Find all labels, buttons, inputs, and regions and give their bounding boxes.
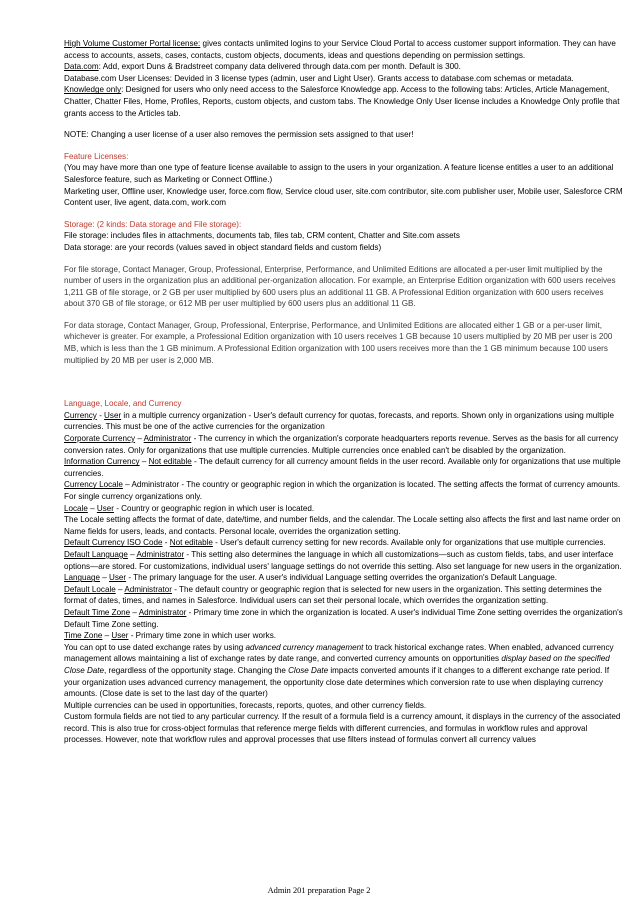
- locale-label: Locale: [64, 503, 88, 513]
- default-language-paragraph: [64, 549, 624, 572]
- locale-text: - Country or geographic region in which user is located.: [113, 503, 315, 513]
- file-storage-paragraph: For file storage, Contact Manager, Group, Professional, Enterprise, Performance, and Unlimited Editions are allocated a per-user limit multiplied by the number of users in the organization plus an additional per-organization allocation. For example, an Enterprise Edition organization with 600 users receives 1,211 GB of file storage, or 2 GB per user multiplied by 600 users plus an additional 11 GB. A Professional Edition organization with 600 users receives about 370 GB of file storage, or 612 MB per user multiplied by 600 users plus an additional 11 GB.: [64, 264, 616, 309]
- file-storage-line: File storage: includes files in attachments, documents tab, files tab, CRM content, Chatter and Site.com assets: [64, 231, 460, 241]
- currency-locale-paragraph: [64, 479, 624, 502]
- currency-label: Currency: [64, 410, 97, 420]
- feature-licenses-list: Marketing user, Offline user, Knowledge user, force.com flow, Service cloud user, site.com contributor, site.com publisher user, Mobile user, Salesforce CRM Content user, live agent, data.com, work.com: [64, 186, 623, 208]
- knowledge-only-text: : Designed for users who only need access to the Salesforce Knowledge app. Access to the following tabs: Articles, Article Management, Chatter, Chatter Files, Home, Profiles, Reports, custom objects, and custom tabs. The Knowledge Only User license includes a Knowledge Only profile that grants access to the Articles tab.: [64, 85, 620, 118]
- dash: –: [130, 607, 139, 617]
- acm-text-2: to track historical exchange rates. When enabled, advanced currency management allows maintaining a list of exchange rates by date range, and converted currency amounts on opportunities: [64, 642, 614, 664]
- dash: -: [162, 538, 170, 548]
- multiple-currencies-paragraph: Multiple currencies can be used in opportunities, forecasts, reports, quotes, and other currency fields.: [64, 700, 427, 710]
- user-label: User: [96, 503, 114, 513]
- default-locale-paragraph: [64, 584, 624, 607]
- language-text: - The primary language for the user. A user's individual Language setting overrides the organization's Default Language.: [126, 573, 557, 583]
- language-label: Language: [64, 573, 101, 583]
- user-label: User: [111, 631, 129, 641]
- default-currency-iso-label: Default Currency ISO Code: [64, 538, 163, 548]
- dash: -: [96, 410, 105, 420]
- time-zone-label: Time Zone: [64, 631, 103, 641]
- information-currency-text: - The default currency for all currency amount fields in the user record. Available only for organizations that use multiple currencies.: [64, 457, 621, 478]
- storage-heading: Storage: (2 kinds: Data storage and File storage):: [64, 219, 242, 229]
- advanced-currency-paragraph: [64, 642, 624, 700]
- default-locale-text: - The default country or geographic region that is selected for new users in the organization. This setting determines the format of dates, times, and names in Salesforce. Individual users can set their personal locale, which overrides the organization setting.: [64, 584, 602, 606]
- hv-license-paragraph: [64, 38, 624, 61]
- corporate-currency-label: Corporate Currency: [64, 434, 136, 444]
- knowledge-only-label: Knowledge only: [64, 85, 122, 95]
- dash: –: [135, 434, 144, 444]
- data-storage-line: Data storage: are your records (values saved in object standard fields and custom fields): [64, 242, 382, 252]
- datacom-paragraph: [64, 61, 624, 73]
- datacom-label: Data.com: [64, 62, 99, 72]
- dash: –: [100, 573, 110, 583]
- default-currency-iso-paragraph: [64, 537, 624, 549]
- default-language-text: - This setting also determines the language in which all customizations—such as custom fields, tabs, and user interface options—are stored. For customizations, individual users' language settings do not override this setting. Also set language for new users in the organization.: [64, 549, 622, 571]
- currency-text: in a multiple currency organization - User's default currency for quotas, forecasts, and reports. Shown only in organizations using multiple currencies. This must be one of the active currencies for the organization: [64, 410, 614, 432]
- dash: –: [102, 631, 112, 641]
- language-paragraph: [64, 572, 624, 584]
- hv-license-text: gives contacts unlimited logins to your Service Cloud Portal to access customer support information. They can have access to accounts, assets, cases, contacts, custom objects, documents, ideas and questions depending on permission settings.: [64, 39, 616, 60]
- default-currency-iso-text: - User's default currency setting for new records. Available only for organizations that use multiple currencies.: [212, 538, 606, 548]
- time-zone-paragraph: [64, 630, 624, 642]
- data-storage-paragraph: For data storage, Contact Manager, Group, Professional, Enterprise, Performance, and Unlimited Editions are allocated either 1 GB or a per-user limit, whichever is greater. For example, a Professional Edition organization with 10 users receives 1 GB because 10 users multiplied by 20 MB per user is 200 MB, which is less than the 1 GB minimum. A Professional Edition organization with 100 users receives more than the 1 GB minimum because 100 users multiplied by 20 MB per user is 2,000 MB.: [64, 320, 613, 365]
- dash: –: [139, 457, 149, 467]
- dash: –: [87, 503, 97, 513]
- dash: –: [115, 584, 125, 594]
- default-time-zone-label: Default Time Zone: [64, 607, 131, 617]
- not-editable-label: Not editable: [169, 538, 213, 548]
- currency-locale-text: – Administrator - The country or geographic region in which the organization is located. The setting affects the format of currency amounts. For single currency organizations only.: [64, 480, 621, 501]
- default-locale-label: Default Locale: [64, 584, 116, 594]
- default-time-zone-text: - Primary time zone in which the organization is located. A user's individual Time Zone setting overrides the organization's Default Time Zone setting.: [64, 607, 623, 629]
- acm-text-4: impacts converted amounts if it changes to a different exchange rate period. If your organization uses advanced currency management, the opportunity close date determines which conversion rate to use when displaying currency amounts. (Close date is set to the last day of the quarter): [64, 665, 610, 699]
- administrator-label: Administrator: [136, 549, 185, 559]
- dash: –: [127, 549, 137, 559]
- user-label: User: [109, 573, 127, 583]
- page-footer: Admin 201 preparation Page 2: [267, 886, 371, 895]
- corporate-currency-paragraph: [64, 433, 624, 456]
- datacom-text: : Add, export Duns & Bradstreet company data delivered through data.com per month. Default is 300.: [98, 62, 461, 72]
- user-label: User: [104, 410, 122, 420]
- feature-licenses-heading: Feature Licenses:: [64, 151, 129, 161]
- acm-emphasis-3: Close Date: [288, 665, 329, 675]
- information-currency-label: Information Currency: [64, 457, 140, 467]
- administrator-label: Administrator: [138, 607, 187, 617]
- currency-paragraph: [64, 410, 624, 433]
- time-zone-text: - Primary time zone in which user works.: [128, 631, 277, 641]
- not-editable-label: Not editable: [148, 457, 192, 467]
- default-language-label: Default Language: [64, 549, 128, 559]
- administrator-label: Administrator: [124, 584, 172, 594]
- feature-licenses-text: (You may have more than one type of feature license available to assign to the users in your organization. A feature license entitles a user to an additional Salesforce feature, such as Marketing or Connect Offline.): [64, 163, 614, 184]
- acm-emphasis-1: advanced currency management: [245, 642, 364, 652]
- language-locale-heading: Language, Locale, and Currency: [64, 399, 182, 409]
- acm-text-3: , regardless of the opportunity stage. Changing the: [104, 665, 289, 675]
- database-license-paragraph: Database.com User Licenses: Devided in 3 license types (admin, user and Light User). Grants access to database.com schemas or metadata.: [64, 73, 574, 83]
- information-currency-paragraph: [64, 456, 624, 479]
- administrator-label: Administrator: [143, 434, 192, 444]
- locale-setting-paragraph: The Locale setting affects the format of date, date/time, and number fields, and the calendar. The Locale setting also affects the first and last name order on Name fields for users, leads, and contacts. Personal locale, overrides the organization setting.: [64, 515, 621, 536]
- note-paragraph: NOTE: Changing a user license of a user also removes the permission sets assigned to that user!: [64, 130, 414, 140]
- knowledge-only-paragraph: [64, 84, 624, 119]
- acm-emphasis-2: display based on the specified Close Date: [64, 654, 610, 675]
- default-time-zone-paragraph: [64, 607, 624, 630]
- hv-license-label: High Volume Customer Portal license:: [64, 39, 201, 48]
- locale-paragraph: [64, 503, 624, 515]
- currency-locale-label: Currency Locale: [64, 480, 123, 490]
- formula-fields-paragraph: Custom formula fields are not tied to any particular currency. If the result of a formula field is a currency amount, it displays in the currency of the associated record. This is also true for cross-object formulas that reference merge fields with different currencies, and formulas in workflow rules and approval processes. However, note that workflow rules and approval processes that use filters instead of formulas convert all currency values: [64, 712, 621, 745]
- page-content: [64, 38, 624, 746]
- corporate-currency-text: - The currency in which the organization's corporate headquarters reports revenue. Serves as the basis for all currency conversion rates. Only for organizations that use multiple currencies. Multiple currencies once enabled can't be disabled by the organization.: [64, 434, 619, 455]
- acm-text-1: You can opt to use dated exchange rates by using: [64, 642, 246, 652]
